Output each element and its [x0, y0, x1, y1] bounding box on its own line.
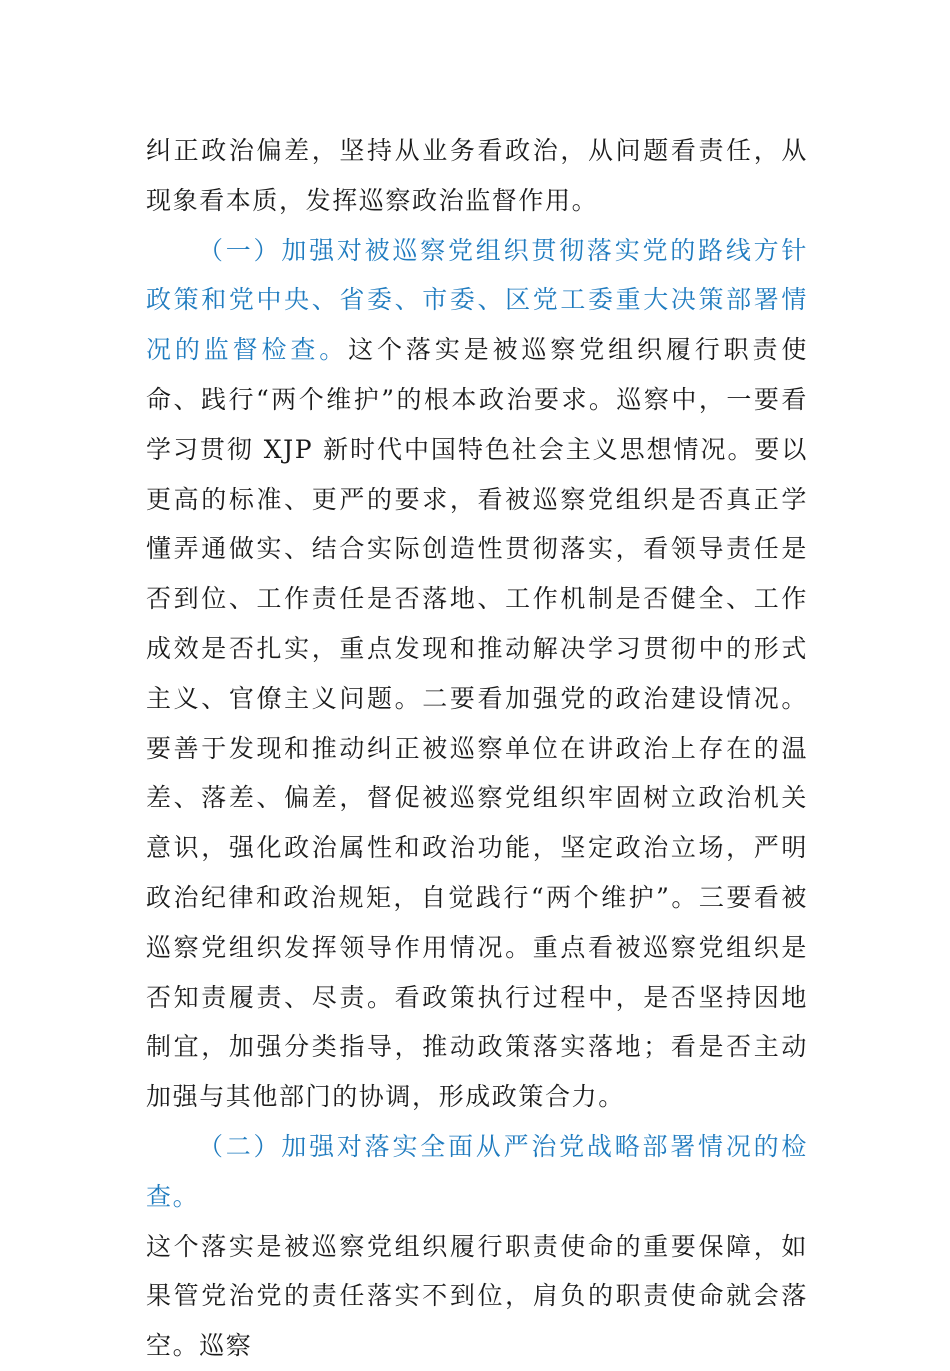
section-2-body: 这个落实是被巡察党组织履行职责使命的重要保障，如果管党治党的责任落实不到位，肩负的职责使命就会落空。巡察: [146, 1231, 808, 1361]
paragraph-continuation: [146, 126, 808, 226]
section-2-heading: （二）加强对落实全面从严治党战略部署情况的检查。: [146, 1131, 808, 1211]
section-1-body: 这个落实是被巡察党组织履行职责使命、践行“两个维护”的根本政治要求。巡察中，一要看学习贯彻 XJP 新时代中国特色社会主义思想情况。要以更高的标准、更严的要求，看被巡察党组织是否真正学懂弄通做实、结合实际创造性贯彻落实，看领导责任是否到位、工作责任是否落地、工作机制是否健全、工作成效是否扎实，重点发现和推动解决学习贯彻中的形式主义、官僚主义问题。二要看加强党的政治建设情况。要善于发现和推动纠正被巡察单位在讲政治上存在的温差、落差、偏差，督促被巡察党组织牢固树立政治机关意识，强化政治属性和政治功能，坚定政治立场，严明政治纪律和政治规矩，自觉践行“两个维护”。三要看被巡察党组织发挥领导作用情况。重点看被巡察党组织是否知责履责、尽责。看政策执行过程中，是否坚持因地制宜，加强分类指导，推动政策落实落地；看是否主动加强与其他部门的协调，形成政策合力。: [146, 335, 808, 1112]
paragraph-text: 纠正政治偏差，坚持从业务看政治，从问题看责任，从现象看本质，发挥巡察政治监督作用。: [146, 136, 808, 215]
section-2-body-paragraph: [146, 1222, 808, 1371]
section-2-heading-paragraph: [146, 1122, 808, 1222]
document-body: [146, 126, 808, 1371]
section-1-paragraph: [146, 226, 808, 1122]
section-1-heading: （一）加强对被巡察党组织贯彻落实党的路线方针政策和党中央、省委、市委、区党工委重大决策部署情况的监督检查。: [146, 235, 808, 365]
